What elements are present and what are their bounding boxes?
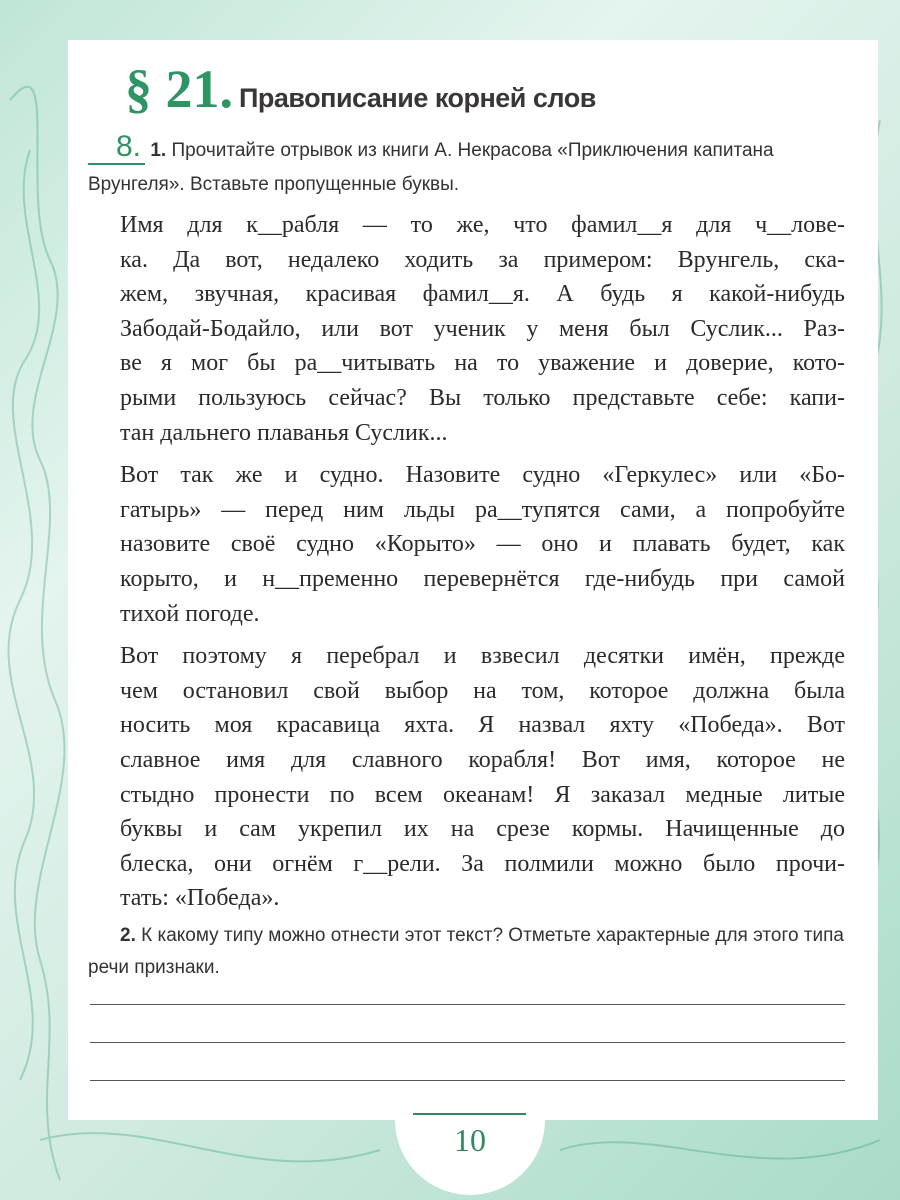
text-line: ве я мог бы ра__читывать на то уважение и доверие, кото-: [120, 350, 845, 377]
text-line: корыто, и н__пременно перевернётся где-нибудь при самой: [120, 565, 845, 592]
text-line: Вот поэтому я перебрал и взвесил десятки имён, прежде: [120, 643, 845, 670]
paragraph: [120, 208, 845, 450]
answer-line[interactable]: [90, 1004, 845, 1005]
paragraph: [120, 458, 845, 631]
answer-line[interactable]: [90, 1042, 845, 1043]
task-instruction: [88, 132, 848, 202]
section-number: § 21.: [125, 59, 233, 119]
question-number: 2.: [120, 925, 136, 946]
question-text: К какому типу можно отнести этот текст? Отметьте характерные для этого типа речи признаки.: [88, 925, 844, 978]
exercise-number: 8.: [88, 130, 145, 165]
passage: [120, 208, 845, 916]
paragraph: [120, 639, 845, 916]
page-number: 10: [454, 1122, 486, 1158]
text-line: жем, звучная, красивая фамил__я. А будь я какой-нибудь: [120, 281, 845, 308]
text-line: назовите своё судно «Корыто» — оно и плавать будет, как: [120, 531, 845, 558]
text-line: тать: «Победа».: [120, 885, 280, 912]
text-line: блеска, они огнём г__рели. За полмили можно было прочи-: [120, 850, 845, 877]
section-title: [125, 58, 596, 120]
answer-line[interactable]: [90, 1080, 845, 1081]
text-line: стыдно пронести по всем океанам! Я заказал медные литые: [120, 781, 845, 808]
subtask-number: 1.: [150, 140, 167, 161]
text-line: тихой погоде.: [120, 600, 260, 627]
text-line: чем остановил свой выбор на том, которое должна была: [120, 677, 845, 704]
text-line: Забодай-Бодайло, или вот ученик у меня был Суслик... Раз-: [120, 315, 845, 342]
subtask-text: Прочитайте отрывок из книги А. Некрасова «Приключения капитана Врунгеля». Вставьте пропущенные буквы.: [88, 140, 774, 195]
text-line: ка. Да вот, недалеко ходить за примером: Врунгель, ска-: [120, 246, 845, 273]
divider: [413, 1113, 526, 1115]
text-line: славное имя для славного корабля! Вот имя, которое не: [120, 746, 845, 773]
text-line: гатырь» — перед ним льды ра__тупятся сами, а попробуйте: [120, 496, 845, 523]
text-line: тан дальнего плаванья Суслик...: [120, 419, 448, 446]
text-line: буквы и сам укрепил их на срезе кормы. Начищенные до: [120, 816, 845, 843]
text-line: Вот так же и судно. Назовите судно «Геркулес» или «Бо-: [120, 462, 845, 489]
question-2: [88, 920, 848, 984]
text-line: Имя для к__рабля — то же, что фамил__я для ч__лове-: [120, 212, 845, 238]
text-line: носить моя красавица яхта. Я назвал яхту «Победа». Вот: [120, 712, 845, 739]
text-line: рыми пользуюсь сейчас? Вы только представьте себе: капи-: [120, 384, 845, 411]
section-heading: Правописание корней слов: [239, 83, 596, 113]
